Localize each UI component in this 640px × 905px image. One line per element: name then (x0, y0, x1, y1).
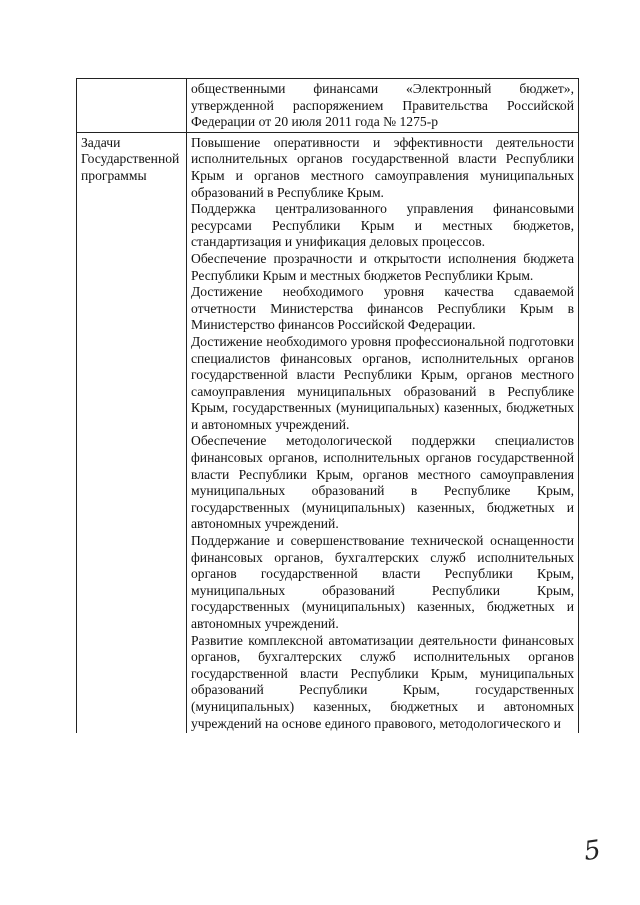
task-item: Развитие комплексной автоматизации деятельности финансовых органов, бухгалтерских служб исполнительных органов государственной власти Республики Крым, муниципальных образований Республики Крым, государственных (муниципальных) казенных, бюджетных и автономных учреждений на основе единого правового, методологического и (191, 632, 574, 731)
task-item: Обеспечение методологической поддержки специалистов финансовых органов, исполнительных органов государственной власти Республики Крым, органов местного самоуправления муниципальных образований в Республике Крым, государственных (муниципальных) казенных, бюджетных и автономных учреждений. (191, 433, 574, 532)
table-cell-label (77, 132, 187, 733)
task-item: Поддержка централизованного управления финансовыми ресурсами Республики Крым и местных бюджетов, стандартизация и унификация деловых процессов. (191, 201, 574, 250)
task-item: Повышение оперативности и эффективности деятельности исполнительных органов государственной власти Республики Крым и органов местного самоуправления муниципальных образований в Республике Крым. (191, 134, 574, 200)
continuation-text: общественными финансами «Электронный бюджет», утвержденной распоряжением Правительства Российской Федерации от 20 июля 2011 года № 1275-р (191, 81, 574, 130)
task-item: Достижение необходимого уровня профессиональной подготовки специалистов финансовых органов, исполнительных органов государственной власти Республики Крым, органов местного самоуправления муниципальных образований в Республике Крым, государственных (муниципальных) казенных, бюджетных и автономных учреждений. (191, 333, 574, 432)
table-row (77, 79, 579, 133)
program-passport-table (76, 78, 579, 733)
task-item: Обеспечение прозрачности и открытости исполнения бюджета Республики Крым и местных бюджетов Республики Крым. (191, 250, 574, 283)
table-cell-empty (77, 79, 187, 133)
table-cell-tasks (187, 132, 579, 733)
page-number: 5 (581, 834, 603, 868)
tasks-label: Задачи Государственной программы (81, 134, 180, 183)
task-item: Поддержание и совершенствование технической оснащенности финансовых органов, бухгалтерских служб исполнительных органов государственной власти Республики Крым, муниципальных образований Республики Крым, государственных (муниципальных) казенных, бюджетных и автономных учреждений. (191, 533, 574, 631)
task-item: Достижение необходимого уровня качества сдаваемой отчетности Министерства финансов Республики Крым в Министерство финансов Российской Федерации. (191, 284, 574, 333)
table-row (77, 132, 579, 733)
table-cell-continuation (187, 79, 579, 133)
